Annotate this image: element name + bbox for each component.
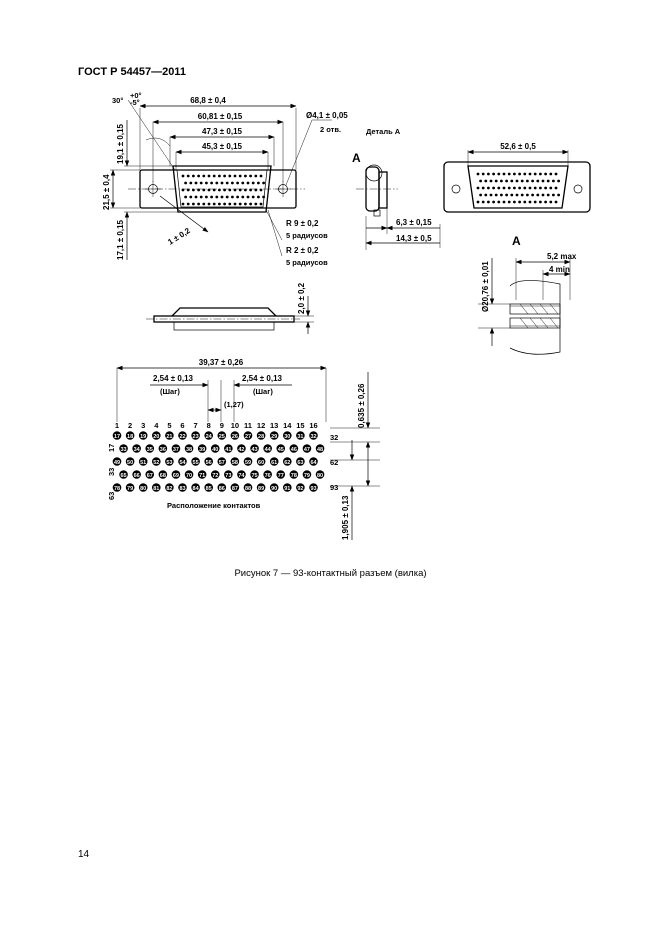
pin-dot — [223, 175, 226, 178]
pin-dot — [210, 196, 213, 199]
pin-dot — [254, 203, 257, 206]
pin-dot — [505, 194, 508, 197]
contact-number: 58 — [231, 460, 238, 466]
dim-end-width: 52,6 ± 0,5 — [500, 142, 536, 151]
contact-number: 63 — [297, 460, 304, 466]
row-end-label: 32 — [330, 433, 339, 442]
pin-dot — [228, 203, 231, 206]
pin-dot — [484, 180, 487, 183]
contact-number: 30 — [284, 434, 291, 440]
column-number: 11 — [244, 421, 252, 430]
detail-a — [478, 234, 577, 354]
pin-dot — [542, 194, 545, 197]
pin-dot — [549, 201, 552, 204]
contact-number: 19 — [140, 434, 147, 440]
pin-dot — [510, 194, 513, 197]
pin-dot — [531, 194, 534, 197]
pin-dot — [231, 182, 234, 185]
pin-dot — [479, 194, 482, 197]
angle-tol-minus: -5° — [130, 98, 140, 107]
pin-dot — [262, 182, 265, 185]
contact-number: 33 — [120, 447, 127, 453]
pin-dot — [503, 187, 506, 190]
pin-dot — [505, 180, 508, 183]
pin-dot — [231, 196, 234, 199]
contact-number: 80 — [316, 473, 324, 479]
pin-dot — [189, 196, 192, 199]
dim-contact-width: 39,37 ± 0,26 — [198, 358, 244, 367]
dim-height-lower: 17,1 ± 0,15 — [116, 220, 125, 260]
pin-dot — [490, 180, 493, 183]
column-number: 2 — [128, 421, 133, 430]
dim-shell-inner: 45,3 ± 0,15 — [202, 142, 242, 151]
contact-number: 47 — [303, 447, 311, 453]
contact-number: 82 — [166, 486, 173, 492]
pin-dot — [249, 203, 252, 206]
pin-dot — [521, 194, 524, 197]
contact-number: 51 — [140, 460, 147, 466]
pin-dot — [221, 196, 224, 199]
dim-mount-spacing: 60,81 ± 0,15 — [197, 112, 243, 121]
row-start-label: 33 — [107, 467, 116, 476]
pin-dot — [477, 187, 480, 190]
dim-height-upper: 19,1 ± 0,15 — [116, 124, 125, 164]
pin-dot — [228, 175, 231, 178]
pin-dot — [208, 203, 211, 206]
pin-dot — [210, 182, 213, 185]
pin-dot — [539, 187, 542, 190]
pin-dot — [260, 175, 263, 178]
pin-dot — [479, 180, 482, 183]
pin-dot — [244, 175, 247, 178]
bottom-view — [146, 282, 314, 334]
contact-layout — [107, 358, 380, 540]
dim-hole: Ø4,1 ± 0,05 — [306, 111, 348, 120]
contact-number: 74 — [238, 473, 245, 479]
pin-dot — [495, 180, 498, 183]
pin-dot — [544, 187, 547, 190]
pin-dot — [526, 180, 529, 183]
pin-dot — [500, 194, 503, 197]
pin-dot — [487, 173, 490, 176]
pin-dot — [518, 173, 521, 176]
contact-number: 61 — [271, 460, 278, 466]
contact-number: 87 — [231, 486, 238, 492]
row-end-label: 62 — [330, 458, 339, 467]
pin-dot — [526, 194, 529, 197]
contact-number: 44 — [264, 447, 271, 453]
pin-dot — [552, 194, 555, 197]
contact-number: 75 — [251, 473, 258, 479]
contact-number: 86 — [218, 486, 225, 492]
column-number: 9 — [219, 421, 224, 430]
contact-number: 73 — [225, 473, 232, 479]
pin-dot — [500, 180, 503, 183]
contact-number: 81 — [153, 486, 160, 492]
contact-number: 64 — [310, 460, 317, 466]
pin-dot — [482, 187, 485, 190]
pin-dot — [226, 196, 229, 199]
dim-row-offset-bottom: 1,905 ± 0,13 — [341, 495, 350, 540]
pin-dot — [487, 187, 490, 190]
pin-dot — [487, 201, 490, 204]
pin-dot — [482, 201, 485, 204]
pin-dot — [555, 173, 558, 176]
pin-dot — [513, 187, 516, 190]
pin-dot — [518, 187, 521, 190]
pin-dot — [213, 203, 216, 206]
pin-dot — [492, 201, 495, 204]
pin-dot — [497, 187, 500, 190]
pin-dot — [234, 189, 237, 192]
dim-row-offset-top: 0,635 ± 0,26 — [357, 383, 366, 428]
pin-dot — [182, 203, 185, 206]
contact-number: 32 — [310, 434, 317, 440]
pin-dot — [197, 175, 200, 178]
dim-depth1: 6,3 ± 0,15 — [396, 218, 432, 227]
dim-shell-outer: 47,3 ± 0,15 — [202, 127, 242, 136]
pin-dot — [508, 201, 511, 204]
pin-dot — [226, 182, 229, 185]
contact-number: 38 — [185, 447, 193, 453]
pin-dot — [497, 201, 500, 204]
contact-number: 91 — [284, 486, 291, 492]
contact-number: 34 — [133, 447, 140, 453]
pin-dot — [213, 175, 216, 178]
side-marker: A — [352, 151, 361, 165]
contact-number: 68 — [159, 473, 166, 479]
contact-number: 79 — [127, 486, 134, 492]
contact-number: 83 — [179, 486, 186, 492]
pin-dot — [257, 196, 260, 199]
contact-number: 78 — [290, 473, 297, 479]
pin-dot — [536, 194, 539, 197]
column-number: 7 — [193, 421, 198, 430]
column-number: 6 — [180, 421, 185, 430]
side-view — [352, 151, 440, 250]
dim-radius1: R 9 ± 0,2 — [286, 219, 319, 228]
radius2-note: 5 радиусов — [286, 258, 328, 267]
pin-dot — [497, 173, 500, 176]
hole-count: 2 отв. — [320, 125, 342, 134]
pin-dot — [508, 187, 511, 190]
contact-number: 76 — [264, 473, 271, 479]
contact-number: 92 — [297, 486, 304, 492]
contact-number: 70 — [185, 473, 193, 479]
page-number: 14 — [78, 849, 90, 860]
pin-dot — [503, 173, 506, 176]
pin-dot — [205, 182, 208, 185]
contact-number: 50 — [127, 460, 134, 466]
contact-number: 62 — [284, 460, 291, 466]
dim-detail-max: 5,2 max — [547, 252, 577, 261]
half-pitch: (1,27) — [224, 400, 244, 409]
pin-dot — [218, 175, 221, 178]
dim-pitch-right: 2,54 ± 0,13 — [242, 374, 282, 383]
pin-dot — [529, 173, 532, 176]
column-number: 16 — [309, 421, 318, 430]
pin-dot — [539, 173, 542, 176]
pin-dot — [513, 173, 516, 176]
contact-number: 65 — [120, 473, 127, 479]
contact-number: 84 — [192, 486, 199, 492]
pin-dot — [523, 173, 526, 176]
contact-number: 54 — [179, 460, 186, 466]
pin-dot — [195, 182, 198, 185]
contact-number: 48 — [316, 447, 324, 453]
pin-dot — [247, 196, 250, 199]
pin-dot — [477, 173, 480, 176]
column-number: 5 — [167, 421, 172, 430]
angle-tol-plus: +0° — [130, 91, 142, 100]
pin-dot — [495, 194, 498, 197]
contact-number: 22 — [179, 434, 186, 440]
pin-dot — [200, 196, 203, 199]
dim-detail-min: 4 min — [549, 265, 570, 274]
pin-dot — [192, 203, 195, 206]
column-number: 10 — [230, 421, 240, 430]
dim-chamfer: 1 ± 0,2 — [166, 226, 192, 247]
pin-dot — [239, 203, 242, 206]
pin-dot — [534, 173, 537, 176]
pin-dot — [221, 182, 224, 185]
column-number: 1 — [114, 421, 120, 430]
pin-dot — [223, 203, 226, 206]
pin-dot — [477, 201, 480, 204]
pitch-right-note: (Шаг) — [253, 387, 273, 396]
contact-number: 49 — [113, 460, 121, 466]
contact-number: 25 — [218, 434, 225, 440]
contact-layout-caption: Расположение контактов — [167, 501, 261, 510]
contact-number: 66 — [133, 473, 140, 479]
pin-dot — [234, 175, 237, 178]
pin-dot — [208, 175, 211, 178]
contact-number: 26 — [231, 434, 238, 440]
contact-number: 55 — [192, 460, 199, 466]
column-number: 8 — [206, 421, 211, 430]
pin-dot — [549, 173, 552, 176]
contact-number: 36 — [159, 447, 166, 453]
contact-number: 79 — [303, 473, 311, 479]
column-number: 14 — [283, 421, 292, 430]
pin-dot — [234, 203, 237, 206]
pin-dot — [252, 182, 255, 185]
pin-dot — [542, 180, 545, 183]
front-view — [102, 91, 401, 267]
pin-dot — [490, 194, 493, 197]
pin-dot — [244, 203, 247, 206]
pin-dot — [508, 173, 511, 176]
pin-dot — [523, 201, 526, 204]
pin-dot — [239, 175, 242, 178]
contact-number: 89 — [258, 486, 265, 492]
column-number: 13 — [270, 421, 279, 430]
contact-number: 93 — [310, 486, 317, 492]
pin-dot — [557, 180, 560, 183]
dim-overall: 68,8 ± 0,4 — [190, 96, 226, 105]
pin-dot — [215, 196, 218, 199]
column-number: 12 — [256, 421, 266, 430]
pin-dot — [236, 196, 239, 199]
pin-dot — [202, 175, 205, 178]
radius1-note: 5 радиусов — [286, 231, 328, 240]
dim-detail-diameter: Ø20,76 ± 0,01 — [481, 261, 490, 312]
pin-dot — [182, 175, 185, 178]
contact-number: 23 — [192, 434, 199, 440]
detail-marker: A — [512, 234, 521, 248]
pin-dot — [518, 201, 521, 204]
angle-label: 30° — [112, 96, 124, 105]
pin-dot — [529, 201, 532, 204]
contact-number: 27 — [244, 434, 252, 440]
pin-dot — [523, 187, 526, 190]
pin-dot — [187, 203, 190, 206]
pin-dot — [529, 187, 532, 190]
contact-number: 71 — [199, 473, 206, 479]
pin-dot — [544, 201, 547, 204]
pin-dot — [241, 196, 244, 199]
pin-dot — [247, 182, 250, 185]
pin-dot — [197, 203, 200, 206]
contact-number: 28 — [258, 434, 265, 440]
pin-dot — [260, 203, 263, 206]
pin-dot — [510, 180, 513, 183]
pin-dot — [531, 180, 534, 183]
pin-dot — [252, 196, 255, 199]
pin-dot — [544, 173, 547, 176]
pin-dot — [254, 175, 257, 178]
contact-number: 69 — [172, 473, 180, 479]
contact-number: 60 — [258, 460, 265, 466]
pin-dot — [236, 182, 239, 185]
pin-dot — [534, 187, 537, 190]
pin-dot — [549, 187, 552, 190]
pin-dot — [184, 196, 187, 199]
dim-pitch-left: 2,54 ± 0,13 — [153, 374, 193, 383]
contact-number: 37 — [172, 447, 180, 453]
dim-height-total: 21,5 ± 0,4 — [102, 174, 111, 210]
contact-number: 56 — [205, 460, 212, 466]
column-number: 15 — [296, 421, 305, 430]
row-start-label: 63 — [107, 491, 116, 500]
pin-dot — [516, 194, 519, 197]
pin-dot — [187, 175, 190, 178]
contact-number: 29 — [271, 434, 278, 440]
dim-thickness: 2,0 ± 0,2 — [297, 282, 306, 314]
row-end-label: 93 — [330, 483, 339, 492]
dim-depth2: 14,3 ± 0,5 — [396, 234, 432, 243]
pin-dot — [539, 201, 542, 204]
pin-dot — [557, 194, 560, 197]
pin-dot — [192, 175, 195, 178]
pin-dot — [200, 182, 203, 185]
contact-number: 43 — [251, 447, 258, 453]
column-number: 3 — [141, 421, 146, 430]
contact-number: 59 — [244, 460, 252, 466]
pin-dot — [547, 180, 550, 183]
contact-number: 85 — [205, 486, 212, 492]
contact-number: 24 — [205, 434, 212, 440]
contact-number: 31 — [297, 434, 304, 440]
contact-number: 41 — [225, 447, 232, 453]
pin-dot — [503, 201, 506, 204]
pin-dot — [516, 180, 519, 183]
column-number: 4 — [154, 421, 159, 430]
contact-number: 35 — [146, 447, 153, 453]
figure-caption: Рисунок 7 — 93-контактный разъем (вилка) — [234, 568, 427, 579]
contact-number: 80 — [140, 486, 147, 492]
pin-dot — [547, 194, 550, 197]
end-view — [444, 142, 590, 212]
pin-dot — [249, 175, 252, 178]
standard-designation: ГОСТ Р 54457—2011 — [78, 66, 186, 78]
contact-number: 88 — [244, 486, 252, 492]
pin-dot — [195, 196, 198, 199]
contact-number: 39 — [199, 447, 206, 453]
pin-dot — [189, 182, 192, 185]
pin-dot — [262, 196, 265, 199]
contact-number: 46 — [290, 447, 297, 453]
pitch-left-note: (Шаг) — [160, 387, 180, 396]
contact-number: 67 — [146, 473, 153, 479]
contact-number: 53 — [166, 460, 173, 466]
row-start-label: 17 — [107, 443, 116, 452]
pin-dot — [218, 203, 221, 206]
contact-number: 90 — [271, 486, 278, 492]
contact-number: 77 — [277, 473, 284, 479]
pin-dot — [184, 182, 187, 185]
pin-dot — [513, 201, 516, 204]
pin-dot — [521, 180, 524, 183]
pin-dot — [555, 187, 558, 190]
pin-dot — [215, 182, 218, 185]
contact-number: 72 — [212, 473, 219, 479]
pin-dot — [257, 182, 260, 185]
pin-dot — [555, 201, 558, 204]
pin-dot — [536, 180, 539, 183]
contact-number: 17 — [113, 434, 121, 440]
pin-dot — [202, 203, 205, 206]
pin-dot — [482, 173, 485, 176]
pin-dot — [534, 201, 537, 204]
contact-number: 45 — [277, 447, 284, 453]
contact-number: 40 — [212, 447, 219, 453]
pin-dot — [492, 173, 495, 176]
dim-radius2: R 2 ± 0,2 — [286, 246, 319, 255]
pin-dot — [492, 187, 495, 190]
contact-number: 57 — [218, 460, 225, 466]
contact-number: 42 — [238, 447, 245, 453]
contact-number: 78 — [113, 486, 121, 492]
detail-label: Деталь А — [366, 127, 401, 136]
pin-dot — [484, 194, 487, 197]
pin-dot — [205, 196, 208, 199]
pin-dot — [552, 180, 555, 183]
pin-dot — [241, 182, 244, 185]
contact-number: 21 — [166, 434, 173, 440]
contact-number: 18 — [127, 434, 134, 440]
contact-number: 52 — [153, 460, 160, 466]
contact-number: 20 — [153, 434, 160, 440]
